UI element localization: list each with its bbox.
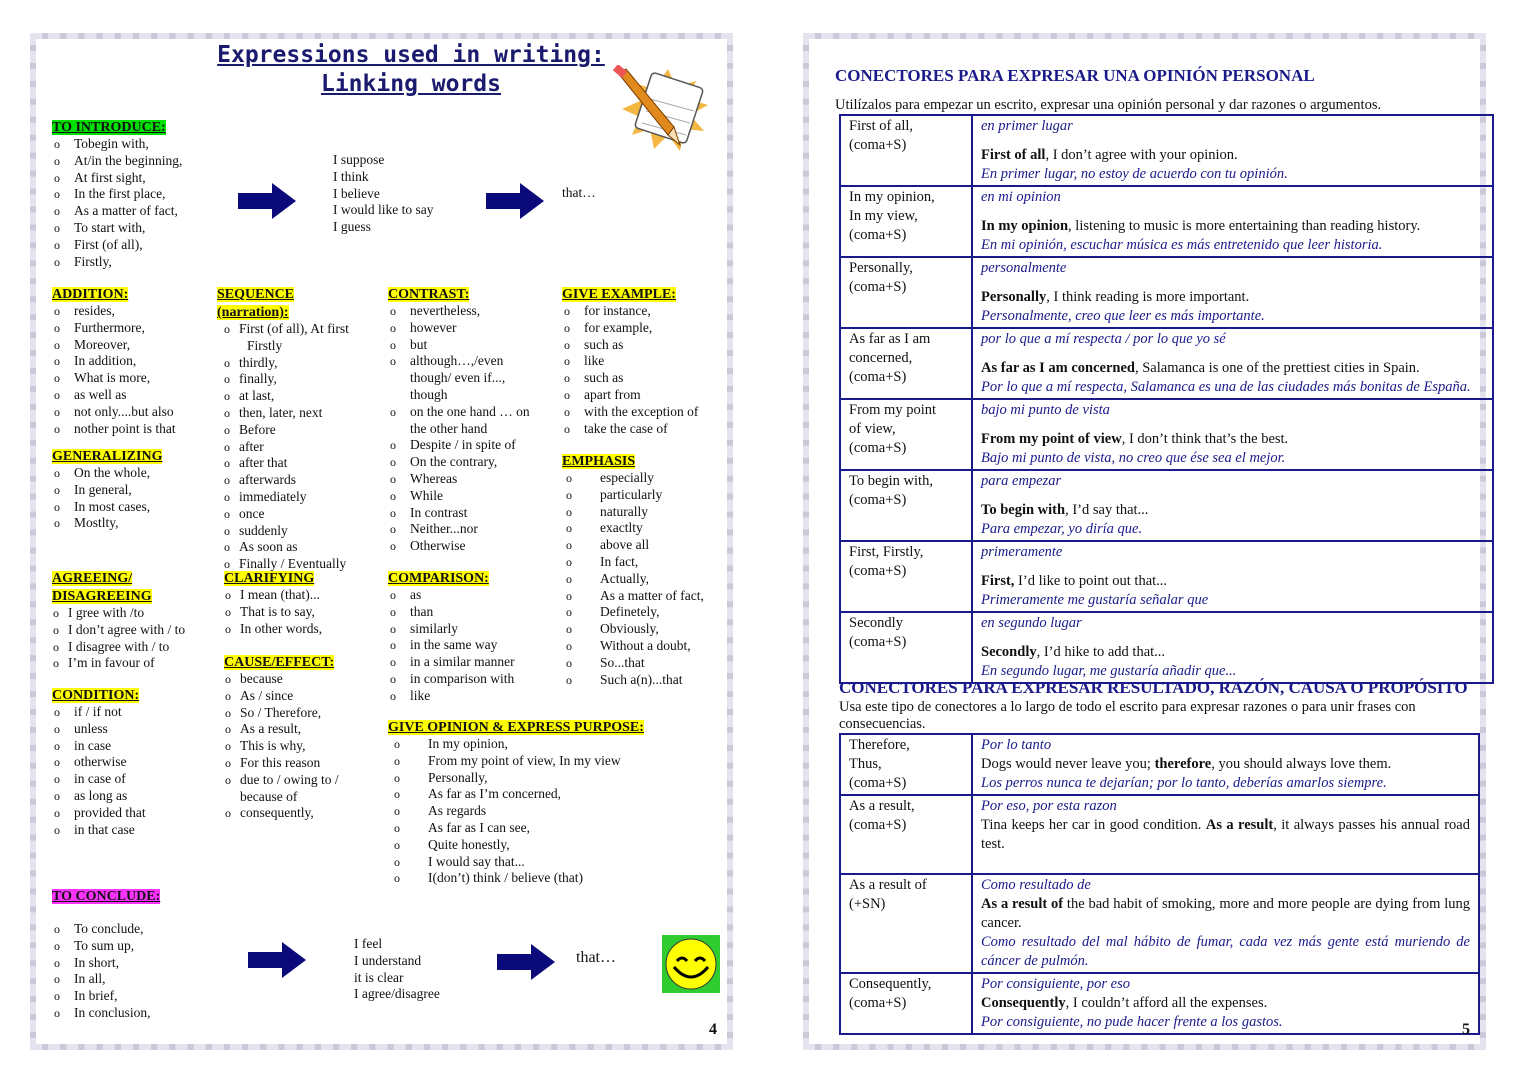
spacer xyxy=(981,278,1484,288)
opinion-table xyxy=(839,114,1494,684)
contrast-section xyxy=(388,285,558,555)
example-translation: En primer lugar, no estoy de acuerdo con tu opinión. xyxy=(981,166,1288,182)
example-translation: En segundo lugar, me gustaría añadir que... xyxy=(981,663,1237,679)
list-item: o As regards xyxy=(388,803,688,820)
list-item: o As a matter of fact, xyxy=(560,588,722,605)
connector-term: To begin with, (coma+S) xyxy=(840,470,972,541)
list-item: o To conclude, xyxy=(52,921,160,938)
page-number: 5 xyxy=(1462,1021,1470,1038)
spacer xyxy=(981,349,1484,359)
introduce-heading: TO INTRODUCE: xyxy=(52,120,166,135)
example-translation: Los perros nunca te dejarían; por lo tanto, deberías amarlos siempre. xyxy=(981,775,1387,791)
result-table xyxy=(839,733,1480,1035)
list-item: o In contrast xyxy=(388,505,558,522)
generalizing-heading: GENERALIZING xyxy=(52,449,163,464)
list-item: o Quite honestly, xyxy=(388,837,688,854)
connector-term: First of all, (coma+S) xyxy=(840,115,972,186)
list-item: o In short, xyxy=(52,955,160,972)
disagreeing-heading: DISAGREEING xyxy=(52,589,152,604)
comparison-section xyxy=(388,569,515,705)
list-item: o This is why, xyxy=(224,738,384,755)
list-item: o Otherwise xyxy=(388,538,558,555)
list-item: o thirdly, xyxy=(223,355,377,372)
list-item: o Such a(n)...that xyxy=(560,672,722,689)
example-bold: therefore xyxy=(1154,756,1212,772)
connector-explanation xyxy=(972,973,1479,1034)
example-translation: En mi opinión, escuchar música es más entretenido que leer historia. xyxy=(981,237,1383,253)
list-item: o In most cases, xyxy=(52,499,162,516)
arrow-right-icon xyxy=(238,183,296,219)
list-item: o Furthermore, xyxy=(52,320,176,337)
page-5 xyxy=(803,33,1486,1050)
example-rest: , I don’t think that’s the best. xyxy=(1121,431,1289,447)
example-rest: , it always passes his annual road test. xyxy=(981,817,1470,852)
list-item: o at last, xyxy=(223,388,377,405)
list-item: o As soon as xyxy=(223,539,377,556)
addition-heading: ADDITION: xyxy=(52,287,129,302)
arrow-right-icon xyxy=(248,942,306,978)
sequence-section xyxy=(217,285,377,573)
list-item: o naturally xyxy=(560,504,722,521)
example-bold: As far as I am concerned xyxy=(981,360,1135,376)
spanish-translation: por lo que a mí respecta / por lo que yo sé xyxy=(981,331,1226,347)
connector-explanation xyxy=(972,795,1479,874)
list-item: o As far as I can see, xyxy=(388,820,688,837)
example-sentence xyxy=(981,816,1470,854)
condition-heading: CONDITION: xyxy=(52,688,140,703)
introduce-that: that… xyxy=(562,185,596,200)
spanish-translation: personalmente xyxy=(981,260,1067,276)
list-item: o especially xyxy=(560,470,722,487)
example-translation: Bajo mi punto de vista, no creo que ése sea el mejor. xyxy=(981,450,1286,466)
example-translation: Personalmente, creo que leer es más importante. xyxy=(981,308,1265,324)
list-item: o In my opinion, xyxy=(388,736,688,753)
list-item: o above all xyxy=(560,537,722,554)
list-item: o with the exception of xyxy=(562,404,722,421)
list-item: o In fact, xyxy=(560,554,722,571)
list-item: o take the case of xyxy=(562,421,722,438)
example-translation: Por lo que a mí respecta, Salamanca es una de las ciudades más bonitas de España. xyxy=(981,379,1471,395)
arrow-right-icon xyxy=(486,183,544,219)
example-bold: From my point of view xyxy=(981,431,1122,447)
list-item: o So / Therefore, xyxy=(224,705,384,722)
example-sentence xyxy=(981,643,1484,662)
connector-explanation xyxy=(972,734,1479,795)
spanish-translation: Como resultado de xyxy=(981,877,1091,893)
list-item: o on the one hand … on xyxy=(388,404,558,421)
example-heading: GIVE EXAMPLE: xyxy=(562,287,676,302)
example-sentence xyxy=(981,501,1484,520)
example-rest: , I think reading is more important. xyxy=(1046,289,1250,305)
cause-effect-section xyxy=(224,653,384,822)
list-item: o To sum up, xyxy=(52,938,160,955)
list-item: because of xyxy=(240,788,298,804)
example-pre: Tina keeps her car in good condition. xyxy=(981,817,1206,833)
list-item: o immediately xyxy=(223,489,377,506)
example-sentence xyxy=(981,359,1484,378)
list-item: o provided that xyxy=(52,805,146,822)
example-sentence xyxy=(981,217,1484,236)
list-item: o In the first place, xyxy=(52,186,182,203)
example-rest: , I’d hike to add that... xyxy=(1036,644,1166,660)
conclude-section xyxy=(52,887,160,1022)
list-item: o as long as xyxy=(52,788,146,805)
spacer xyxy=(981,491,1484,501)
table-row xyxy=(840,399,1493,470)
connector-explanation xyxy=(972,115,1493,186)
list-item: o in case of xyxy=(52,771,146,788)
spanish-translation: Por lo tanto xyxy=(981,737,1052,753)
example-sentence xyxy=(981,895,1470,933)
list-item: o Finally / Eventually xyxy=(223,556,377,573)
list-item: o In other words, xyxy=(224,621,322,638)
section-heading-opinion: CONECTORES PARA EXPRESAR UNA OPINIÓN PERSONAL xyxy=(835,66,1315,85)
list-item: o nevertheless, xyxy=(388,303,558,320)
introduce-section xyxy=(52,118,182,270)
list-item: o because xyxy=(224,671,384,688)
list-item: o afterwards xyxy=(223,472,377,489)
agreeing-heading: AGREEING/ xyxy=(52,571,133,586)
spanish-translation: bajo mi punto de vista xyxy=(981,402,1110,418)
list-item: o I would say that... xyxy=(388,854,688,871)
condition-section xyxy=(52,686,146,838)
connector-term: As far as I am concerned, (coma+S) xyxy=(840,328,972,399)
example-sentence xyxy=(981,572,1484,591)
list-item: o suddenly xyxy=(223,523,377,540)
smiley-icon xyxy=(662,935,720,993)
example-rest: , Salamanca is one of the prettiest cities in Spain. xyxy=(1134,360,1420,376)
list-item: o as well as xyxy=(52,387,176,404)
list-item: o in the same way xyxy=(388,637,515,654)
table-row xyxy=(840,186,1493,257)
example-sentence xyxy=(981,430,1484,449)
spacer xyxy=(981,207,1484,217)
example-sentence xyxy=(981,146,1484,165)
list-item: o like xyxy=(388,688,515,705)
connector-explanation xyxy=(972,328,1493,399)
spacer xyxy=(981,420,1484,430)
example-translation: Como resultado del mal hábito de fumar, cada vez más gente está muriendo de cáncer de pulmón. xyxy=(981,934,1470,969)
list-item: o That is to say, xyxy=(224,604,322,621)
table-row xyxy=(840,973,1479,1034)
list-item: though xyxy=(410,386,448,402)
example-rest: I’d like to point out that... xyxy=(1014,573,1168,589)
list-item: o Obviously, xyxy=(560,621,722,638)
connector-term: In my opinion, In my view, (coma+S) xyxy=(840,186,972,257)
list-item: o Without a doubt, xyxy=(560,638,722,655)
example-bold: Secondly xyxy=(981,644,1037,660)
comparison-heading: COMPARISON: xyxy=(388,571,489,586)
example-bold: First, xyxy=(981,573,1015,589)
emphasis-heading: EMPHASIS xyxy=(562,454,636,469)
list-item: o Mostlty, xyxy=(52,515,162,532)
list-item: o unless xyxy=(52,721,146,738)
connector-term: Secondly (coma+S) xyxy=(840,612,972,683)
agreeing-section xyxy=(52,569,185,672)
list-item: o First (of all), At first xyxy=(223,321,377,338)
list-item: o To start with, xyxy=(52,220,182,237)
connector-explanation xyxy=(972,257,1493,328)
table-row xyxy=(840,874,1479,973)
list-item: o At/in the beginning, xyxy=(52,153,182,170)
section-intro-result: Usa este tipo de conectores a lo largo de todo el escrito para expresar razones o para unir frases con consecuencias. xyxy=(839,699,1416,732)
example-rest: , I don’t agree with your opinion. xyxy=(1045,147,1238,163)
list-item: o Personally, xyxy=(388,770,688,787)
list-item: though/ even if..., xyxy=(410,370,506,386)
connector-explanation xyxy=(972,399,1493,470)
list-item: o for instance, xyxy=(562,303,722,320)
example-rest: the bad habit of smoking, more and more people are dying from lung cancer. xyxy=(981,896,1470,931)
list-item: o after xyxy=(223,439,377,456)
list-item: o apart from xyxy=(562,387,722,404)
connector-explanation xyxy=(972,541,1493,612)
list-item: o like xyxy=(562,353,722,370)
list-item: o Definetely, xyxy=(560,604,722,621)
connector-term: As a result, (coma+S) xyxy=(840,795,972,874)
list-item: o So...that xyxy=(560,655,722,672)
introduce-list xyxy=(52,136,182,270)
opinion-section xyxy=(388,718,688,887)
example-section xyxy=(562,285,722,437)
table-row xyxy=(840,257,1493,328)
spanish-translation: Por consiguiente, por eso xyxy=(981,976,1131,992)
list-item: o I disagree with / to xyxy=(52,639,185,656)
list-item: o I’m in favour of xyxy=(52,655,185,672)
list-item: o For this reason xyxy=(224,755,384,772)
spacer xyxy=(981,562,1484,572)
list-item: o As / since xyxy=(224,688,384,705)
list-item: o On the contrary, xyxy=(388,454,558,471)
table-row xyxy=(840,541,1493,612)
list-item: o however xyxy=(388,320,558,337)
conclude-that: that… xyxy=(576,949,616,966)
connector-term: Therefore, Thus, (coma+S) xyxy=(840,734,972,795)
list-item: o as xyxy=(388,587,515,604)
list-item: o in case xyxy=(52,738,146,755)
spanish-translation: en mi opinion xyxy=(981,189,1061,205)
connector-explanation xyxy=(972,874,1479,973)
list-item: o As a result, xyxy=(224,721,384,738)
list-item: o particularly xyxy=(560,487,722,504)
list-item: o On the whole, xyxy=(52,465,162,482)
table-row xyxy=(840,115,1493,186)
list-item: o At first sight, xyxy=(52,170,182,187)
list-item: o otherwise xyxy=(52,754,146,771)
contrast-heading: CONTRAST: xyxy=(388,287,470,302)
connector-term: Personally, (coma+S) xyxy=(840,257,972,328)
section-heading-result: CONECTORES PARA EXPRESAR RESULTADO, RAZÓN, CAUSA O PROPÓSITO xyxy=(839,678,1468,697)
connector-explanation xyxy=(972,186,1493,257)
list-item: o nother point is that xyxy=(52,421,176,438)
table-row xyxy=(840,612,1493,683)
list-item: o although…,/even xyxy=(388,353,558,370)
cause-effect-heading: CAUSE/EFFECT: xyxy=(224,655,335,670)
sequence-heading: SEQUENCE xyxy=(217,287,295,302)
list-item: o similarly xyxy=(388,621,515,638)
list-item: o in comparison with xyxy=(388,671,515,688)
example-translation: Para empezar, yo diría que. xyxy=(981,521,1143,537)
list-item: o but xyxy=(388,337,558,354)
list-item: o consequently, xyxy=(224,805,384,822)
list-item: o First (of all), xyxy=(52,237,182,254)
list-item: o in that case xyxy=(52,822,146,839)
connector-explanation xyxy=(972,470,1493,541)
list-item: o I(don’t) think / believe (that) xyxy=(388,870,688,887)
spacer xyxy=(981,136,1484,146)
opinion-heading: GIVE OPINION & EXPRESS PURPOSE: xyxy=(388,720,644,735)
example-bold: In my opinion xyxy=(981,218,1069,234)
list-item: o Tobegin with, xyxy=(52,136,182,153)
example-bold: As a result of xyxy=(981,896,1064,912)
arrow-right-icon xyxy=(497,944,555,980)
list-item: o In addition, xyxy=(52,353,176,370)
list-item: o Before xyxy=(223,422,377,439)
list-item: o In conclusion, xyxy=(52,1005,160,1022)
example-bold: First of all xyxy=(981,147,1046,163)
connector-term: From my point of view, (coma+S) xyxy=(840,399,972,470)
clarifying-heading: CLARIFYING xyxy=(224,571,315,586)
example-translation: Por consiguiente, no pude hacer frente a los gastos. xyxy=(981,1014,1283,1030)
example-sentence xyxy=(981,755,1470,774)
list-item: Firstly xyxy=(247,337,283,353)
list-item: o In brief, xyxy=(52,988,160,1005)
list-item: o after that xyxy=(223,455,377,472)
spanish-translation: en primer lugar xyxy=(981,118,1073,134)
table-row xyxy=(840,734,1479,795)
list-item: o such as xyxy=(562,370,722,387)
list-item: o resides, xyxy=(52,303,176,320)
list-item: o not only....but also xyxy=(52,404,176,421)
clarifying-section xyxy=(224,569,322,637)
emphasis-section xyxy=(562,452,722,688)
spacer xyxy=(981,633,1484,643)
list-item: o then, later, next xyxy=(223,405,377,422)
list-item: o Despite / in spite of xyxy=(388,437,558,454)
example-rest: , I couldn’t afford all the expenses. xyxy=(1065,995,1268,1011)
spanish-translation: Por eso, por esta razon xyxy=(981,798,1117,814)
list-item: o Actually, xyxy=(560,571,722,588)
spanish-translation: primeramente xyxy=(981,544,1063,560)
example-bold: Personally xyxy=(981,289,1047,305)
section-intro-opinion: Utilízalos para empezar un escrito, expresar una opinión personal y dar razones o argumentos. xyxy=(835,97,1382,113)
table-row xyxy=(840,795,1479,874)
connector-term: Consequently, (coma+S) xyxy=(840,973,972,1034)
introduce-verbs: I suppose I think I believe I would like to say I guess xyxy=(333,152,434,235)
example-bold: As a result xyxy=(1205,817,1274,833)
list-item: o As far as I’m concerned, xyxy=(388,786,688,803)
spacer xyxy=(981,854,1470,872)
page-number: 4 xyxy=(709,1021,717,1038)
example-translation: Primeramente me gustaría señalar que xyxy=(981,592,1209,608)
connector-term: First, Firstly, (coma+S) xyxy=(840,541,972,612)
list-item: o Whereas xyxy=(388,471,558,488)
addition-section xyxy=(52,285,176,437)
list-item: o once xyxy=(223,506,377,523)
pencil-notepad-icon xyxy=(608,65,714,159)
list-item: o than xyxy=(388,604,515,621)
example-rest: , I’d say that... xyxy=(1065,502,1149,518)
connector-term: As a result of (+SN) xyxy=(840,874,972,973)
list-item: o What is more, xyxy=(52,370,176,387)
list-item: o From my point of view, In my view xyxy=(388,753,688,770)
list-item: o such as xyxy=(562,337,722,354)
list-item: o While xyxy=(388,488,558,505)
page-4 xyxy=(30,33,733,1050)
example-bold: To begin with xyxy=(981,502,1066,518)
list-item: the other hand xyxy=(410,420,488,436)
list-item: o I gree with /to xyxy=(52,605,185,622)
spanish-translation: en segundo lugar xyxy=(981,615,1082,631)
example-sentence xyxy=(981,994,1470,1013)
table-row xyxy=(840,470,1493,541)
list-item: o due to / owing to / xyxy=(224,772,384,789)
list-item: o In all, xyxy=(52,971,160,988)
page-title: Expressions used in writing: Linking words xyxy=(217,42,605,97)
conclude-verbs: I feel I understand it is clear I agree/disagree xyxy=(354,936,440,1002)
example-sentence xyxy=(981,288,1484,307)
connector-explanation xyxy=(972,612,1493,683)
smiley-face xyxy=(664,937,718,991)
list-item: o Firstly, xyxy=(52,254,182,271)
example-pre: Dogs would never leave you; xyxy=(981,756,1155,772)
example-bold: Consequently xyxy=(981,995,1066,1011)
list-item: o Neither...nor xyxy=(388,521,558,538)
example-rest: , you should always love them. xyxy=(1211,756,1392,772)
list-item: o I don’t agree with / to xyxy=(52,622,185,639)
conclude-heading: TO CONCLUDE: xyxy=(52,889,161,904)
list-item: o In general, xyxy=(52,482,162,499)
spanish-translation: para empezar xyxy=(981,473,1062,489)
generalizing-section xyxy=(52,447,162,532)
table-row xyxy=(840,328,1493,399)
list-item: o I mean (that)... xyxy=(224,587,322,604)
list-item: o in a similar manner xyxy=(388,654,515,671)
list-item: o exactlty xyxy=(560,520,722,537)
list-item: o Moreover, xyxy=(52,337,176,354)
list-item: o if / if not xyxy=(52,704,146,721)
narration-heading: (narration): xyxy=(217,305,289,320)
list-item: o for example, xyxy=(562,320,722,337)
list-item: o As a matter of fact, xyxy=(52,203,182,220)
list-item: o finally, xyxy=(223,371,377,388)
example-rest: , listening to music is more entertaining than reading history. xyxy=(1068,218,1421,234)
